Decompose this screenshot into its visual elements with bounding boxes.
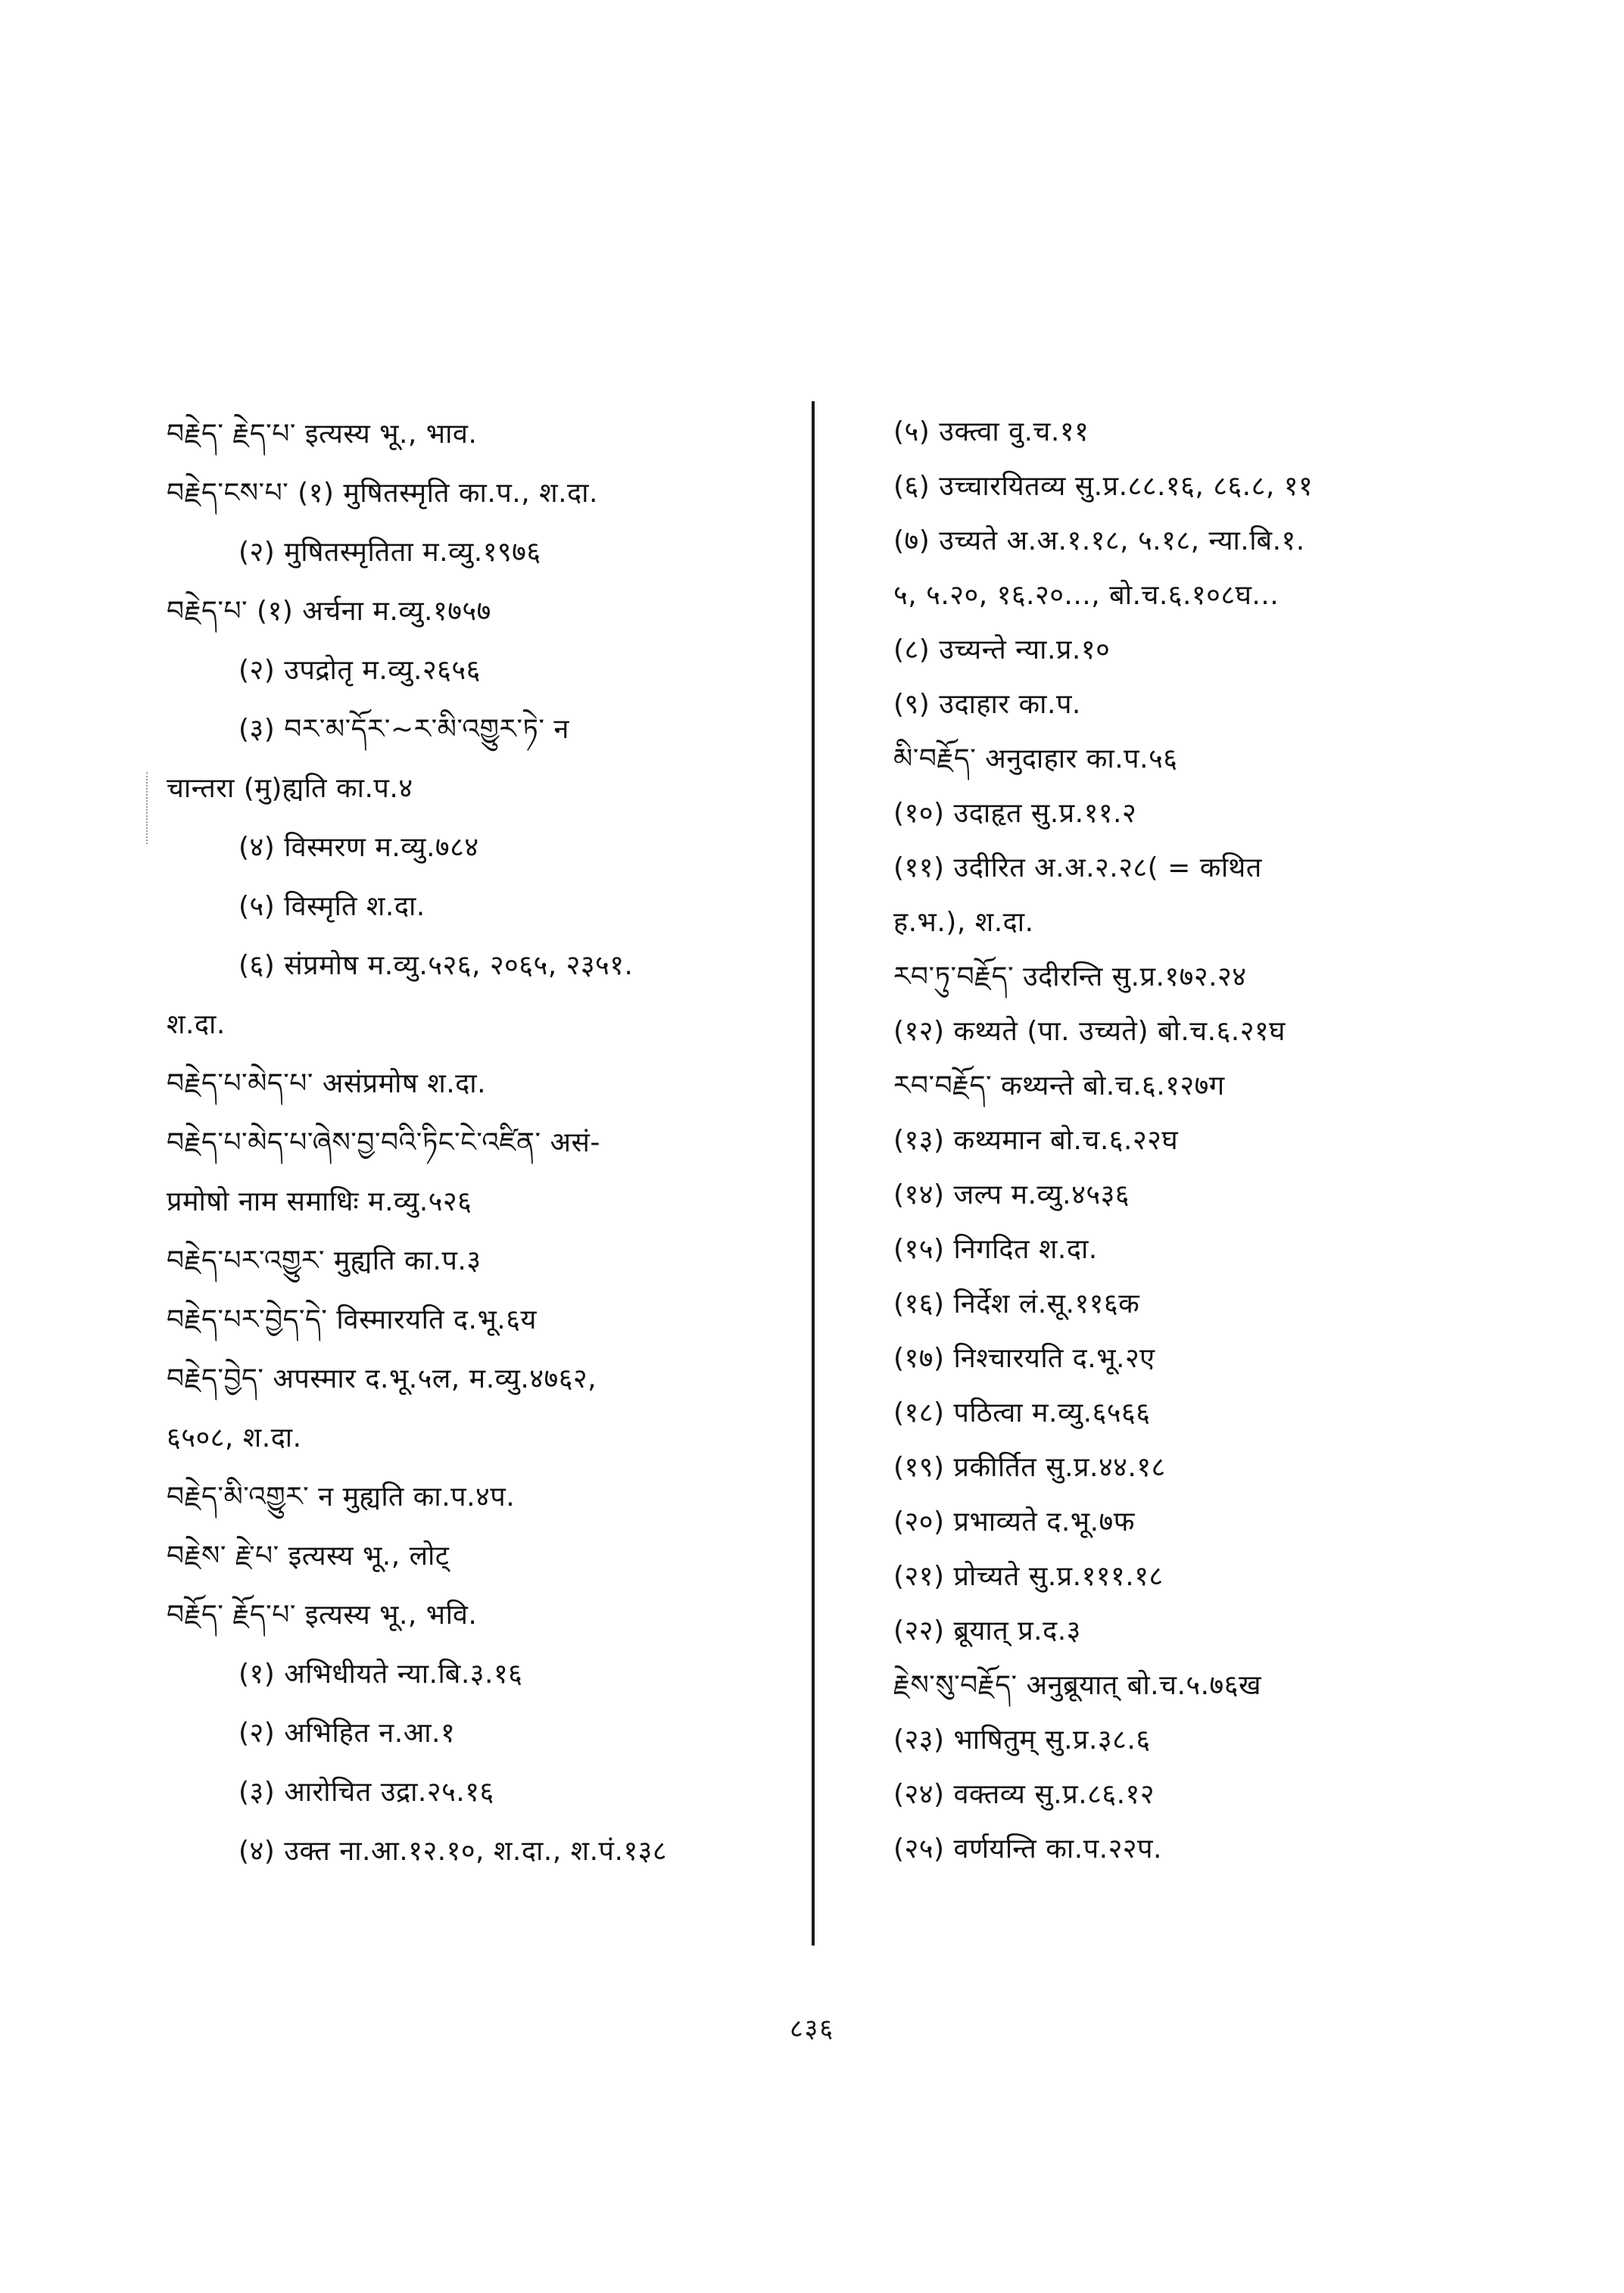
dictionary-entry-line: (६) संप्रमोष म.व्यु.५२६, २०६५, २३५१. [238,950,634,981]
dictionary-entry-line: (५) उक्त्वा वु.च.११ [893,416,1089,447]
dictionary-entry-line: (१६) निर्देश लं.सू.११६क [893,1288,1140,1319]
dictionary-entry-line: བརྗེད་པར་འགྱུར་ मुह्यति का.प.३ [167,1245,482,1276]
dictionary-entry-line: (१४) जल्प म.व्यु.४५३६ [893,1179,1130,1210]
dictionary-entry-line: བརྗོད་ རྗོད་པ་ इत्यस्य भू., भवि. [167,1600,478,1631]
dictionary-entry-line: (१९) प्रकीर्तित सु.प्र.४४.१८ [893,1452,1166,1483]
dictionary-entry-line: བརྗེས་ རྗེ་པ་ इत्यस्य भू., लोट् [167,1541,450,1572]
dictionary-entry-line: (८) उच्यन्ते न्या.प्र.१० [893,634,1111,665]
dictionary-entry-line: (६) उच्चारयितव्य सु.प्र.८८.१६, ८६.८, ११ [893,471,1314,502]
column-divider [812,401,815,1946]
dictionary-entry-line: (१२) कथ्यते (पा. उच्यते) बो.च.६.२१घ [893,1016,1286,1047]
dictionary-entry-line: ५, ५.२०, १६.२०..., बो.च.६.१०८घ... [893,580,1280,611]
dictionary-entry-line: (२२) ब्रूयात् प्र.द.३ [893,1615,1081,1647]
dictionary-entry-line: (१७) निश्चारयति द.भू.२ए [893,1343,1155,1374]
dictionary-entry-line: (२) मुषितस्मृतिता म.व्यु.१९७६ [238,537,541,568]
dictionary-entry-line: བརྗེད་ རྗེད་པ་ इत्यस्य भू., भाव. [167,419,478,450]
dictionary-entry-line: རྗེས་སུ་བརྗོད་ अनुब्रूयात् बो.च.५.७६ख [893,1670,1261,1701]
dictionary-entry-line: མི་བརྗོད་ अनुदाहार का.प.५६ [893,743,1178,774]
dictionary-entry-line: (५) विस्मृति श.दा. [238,891,425,922]
left-column [167,405,810,1881]
scan-mark [146,772,149,844]
dictionary-entry-line: (२) उपद्रोतृ म.व्यु.२६५६ [238,655,481,686]
dictionary-entry-line: ह.भ.), श.दा. [893,907,1034,938]
dictionary-entry-line: (१८) पठित्वा म.व्यु.६५६६ [893,1397,1151,1428]
page-number: ८३६ [789,2014,835,2044]
dictionary-entry-line: བརྗེད་མི་འགྱུར་ न मुह्यति का.प.४प. [167,1481,516,1513]
dictionary-entry-line: (२) अभिहित न.आ.१ [238,1718,456,1749]
dictionary-entry-line: བརྗེད་པར་བྱེད་དེ་ विस्मारयति द.भू.६य [167,1304,537,1335]
dictionary-entry-line: (२३) भाषितुम् सु.प्र.३८.६ [893,1724,1151,1756]
dictionary-entry-line: (९) उदाहार का.प. [893,689,1081,720]
dictionary-entry-line: རབ་ཏུ་བརྗོད་ उदीरन्ति सु.प्र.१७२.२४ [893,961,1247,992]
dictionary-entry-line: (२१) प्रोच्यते सु.प्र.१११.१८ [893,1561,1164,1592]
dictionary-entry-line: (१०) उदाहृत सु.प्र.११.२ [893,798,1137,829]
dictionary-entry-line: (११) उदीरित अ.अ.२.२८( = कथित [893,852,1262,883]
dictionary-entry-line: चान्तरा (मु)ह्यति का.प.४ [167,773,413,804]
dictionary-entry-line: བརྗེད་ངས་པ་ (१) मुषितस्मृति का.प., श.दा. [167,478,598,509]
dictionary-entry-line: རབ་བརྗོད་ कथ्यन्ते बो.च.६.१२७ग [893,1070,1225,1101]
dictionary-entry-line: प्रमोषो नाम समाधिः म.व्यु.५२६ [167,1186,472,1217]
dictionary-entry-line: (१) अभिधीयते न्या.बि.३.१६ [238,1659,523,1690]
right-column [893,405,1469,1877]
dictionary-entry-line: श.दा. [167,1009,226,1040]
dictionary-entry-line: ६५०८, श.दा. [167,1422,302,1453]
dictionary-entry-line: བརྗེད་པ་མེད་པ་ཞེས་བྱ་བའི་ཏིང་ངེ་འཛིན་ असं- [167,1127,600,1158]
dictionary-entry-line: (३) བར་མ་དོར་~ར་མི་འགྱུར་ཏེ་ न [238,714,569,745]
dictionary-entry-line: (३) आरोचित उद्रा.२५.१६ [238,1777,494,1808]
dictionary-entry-line: (२०) प्रभाव्यते द.भू.७फ [893,1506,1136,1537]
dictionary-entry-line: བརྗེད་པ་མེད་པ་ असंप्रमोष श.दा. [167,1068,487,1099]
dictionary-entry-line: (१३) कथ्यमान बो.च.६.२२घ [893,1125,1179,1156]
dictionary-entry-line: (७) उच्यते अ.अ.१.१८, ५.१८, न्या.बि.१. [893,525,1305,556]
dictionary-entry-line: (४) उक्त ना.आ.१२.१०, श.दा., श.पं.१३८ [238,1836,668,1867]
dictionary-entry-line: (२५) वर्णयन्ति का.प.२२प. [893,1833,1162,1865]
dictionary-entry-line: བརྗེད་པ་ (१) अर्चना म.व्यु.१७५७ [167,596,491,627]
dictionary-entry-line: (२४) वक्तव्य सु.प्र.८६.१२ [893,1779,1155,1810]
dictionary-entry-line: (४) विस्मरण म.व्यु.७८४ [238,832,479,863]
dictionary-entry-line: བརྗེད་བྱེད་ अपस्मार द.भू.५ल, म.व्यु.४७६२, [167,1363,597,1394]
dictionary-entry-line: (१५) निगदित श.दा. [893,1234,1098,1265]
